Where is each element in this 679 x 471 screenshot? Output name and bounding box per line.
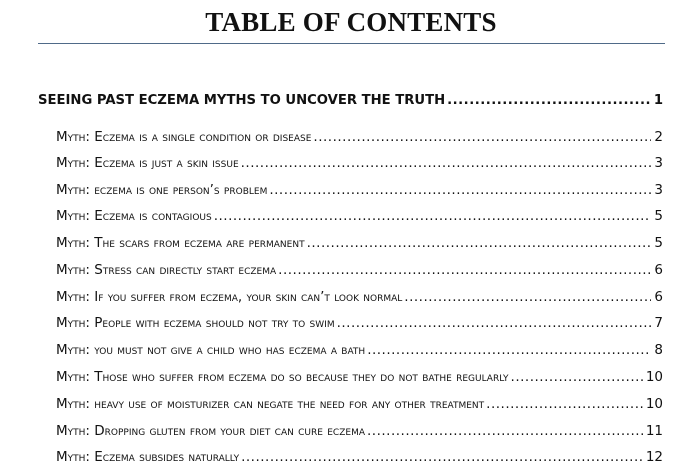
dot-leader (214, 208, 652, 224)
toc-entry-page-number: 5 (654, 235, 663, 251)
toc-entry-page-number: 5 (654, 208, 663, 224)
dot-leader (447, 93, 651, 108)
toc-entry[interactable] (56, 129, 663, 145)
toc-entry[interactable] (56, 235, 663, 251)
toc-entry-page-number: 3 (654, 155, 663, 171)
toc-entry[interactable] (56, 449, 663, 465)
toc-entry[interactable] (56, 289, 663, 305)
toc-entry-label: Myth: Stress can directly start eczema (56, 262, 277, 278)
toc-entry-page-number: 11 (645, 423, 663, 439)
toc-entry[interactable] (56, 262, 663, 278)
toc-entry-label: Myth: People with eczema should not try to swim (56, 315, 335, 331)
toc-entry-page-number: 6 (654, 289, 663, 305)
toc-entry-label: Myth: Eczema is just a skin issue (56, 155, 239, 171)
toc-entry[interactable] (56, 155, 663, 171)
toc-entry-label: Myth: Eczema subsides naturally (56, 449, 240, 465)
dot-leader (269, 182, 651, 198)
toc-chapter-page-number: 1 (653, 93, 663, 108)
toc-entry-page-number: 8 (654, 342, 663, 358)
toc-entry-label: Myth: Eczema is contagious (56, 208, 212, 224)
toc-chapter-entry[interactable] (38, 93, 663, 108)
toc-entry[interactable] (56, 423, 663, 439)
toc-entry-label: Myth: heavy use of moisturizer can negate the need for any other treatment (56, 396, 485, 412)
toc-chapter-label: SEEING PAST ECZEMA MYTHS TO UNCOVER THE TRUTH (38, 93, 446, 108)
toc-entry-label: Myth: The scars from eczema are permanent (56, 235, 305, 251)
toc-entry-label: Myth: Those who suffer from eczema do so because they do not bathe regularly (56, 369, 509, 385)
toc-entry-label: Myth: Dropping gluten from your diet can cure eczema (56, 423, 365, 439)
toc-entry-page-number: 6 (654, 262, 663, 278)
toc-entry-page-number: 10 (645, 396, 663, 412)
toc-entry[interactable] (56, 342, 663, 358)
toc-entry-label: Myth: eczema is one person’s problem (56, 182, 268, 198)
dot-leader (307, 235, 652, 251)
toc-entry-page-number: 12 (645, 449, 663, 465)
dot-leader (367, 423, 643, 439)
toc-entry[interactable] (56, 182, 663, 198)
dot-leader (278, 262, 651, 278)
toc-entry-label: Myth: you must not give a child who has eczema a bath (56, 342, 366, 358)
dot-leader (313, 129, 651, 145)
dot-leader (241, 155, 652, 171)
toc-entry[interactable] (56, 208, 663, 224)
toc-entry-label: Myth: If you suffer from eczema, your skin can’t look normal (56, 289, 403, 305)
page-title: TABLE OF CONTENTS (205, 7, 497, 37)
toc-entry-page-number: 2 (654, 129, 663, 145)
dot-leader (337, 315, 652, 331)
toc-entry[interactable] (56, 315, 663, 331)
toc-entry-page-number: 10 (645, 369, 663, 385)
dot-leader (486, 396, 643, 412)
toc-entry-page-number: 7 (654, 315, 663, 331)
dot-leader (404, 289, 651, 305)
dot-leader (367, 342, 651, 358)
title-underline-divider (38, 43, 665, 44)
dot-leader (511, 369, 643, 385)
dot-leader (241, 449, 643, 465)
toc-entry[interactable] (56, 396, 663, 412)
toc-entry-page-number: 3 (654, 182, 663, 198)
toc-entry-label: Myth: Eczema is a single condition or disease (56, 129, 312, 145)
toc-entry[interactable] (56, 369, 663, 385)
